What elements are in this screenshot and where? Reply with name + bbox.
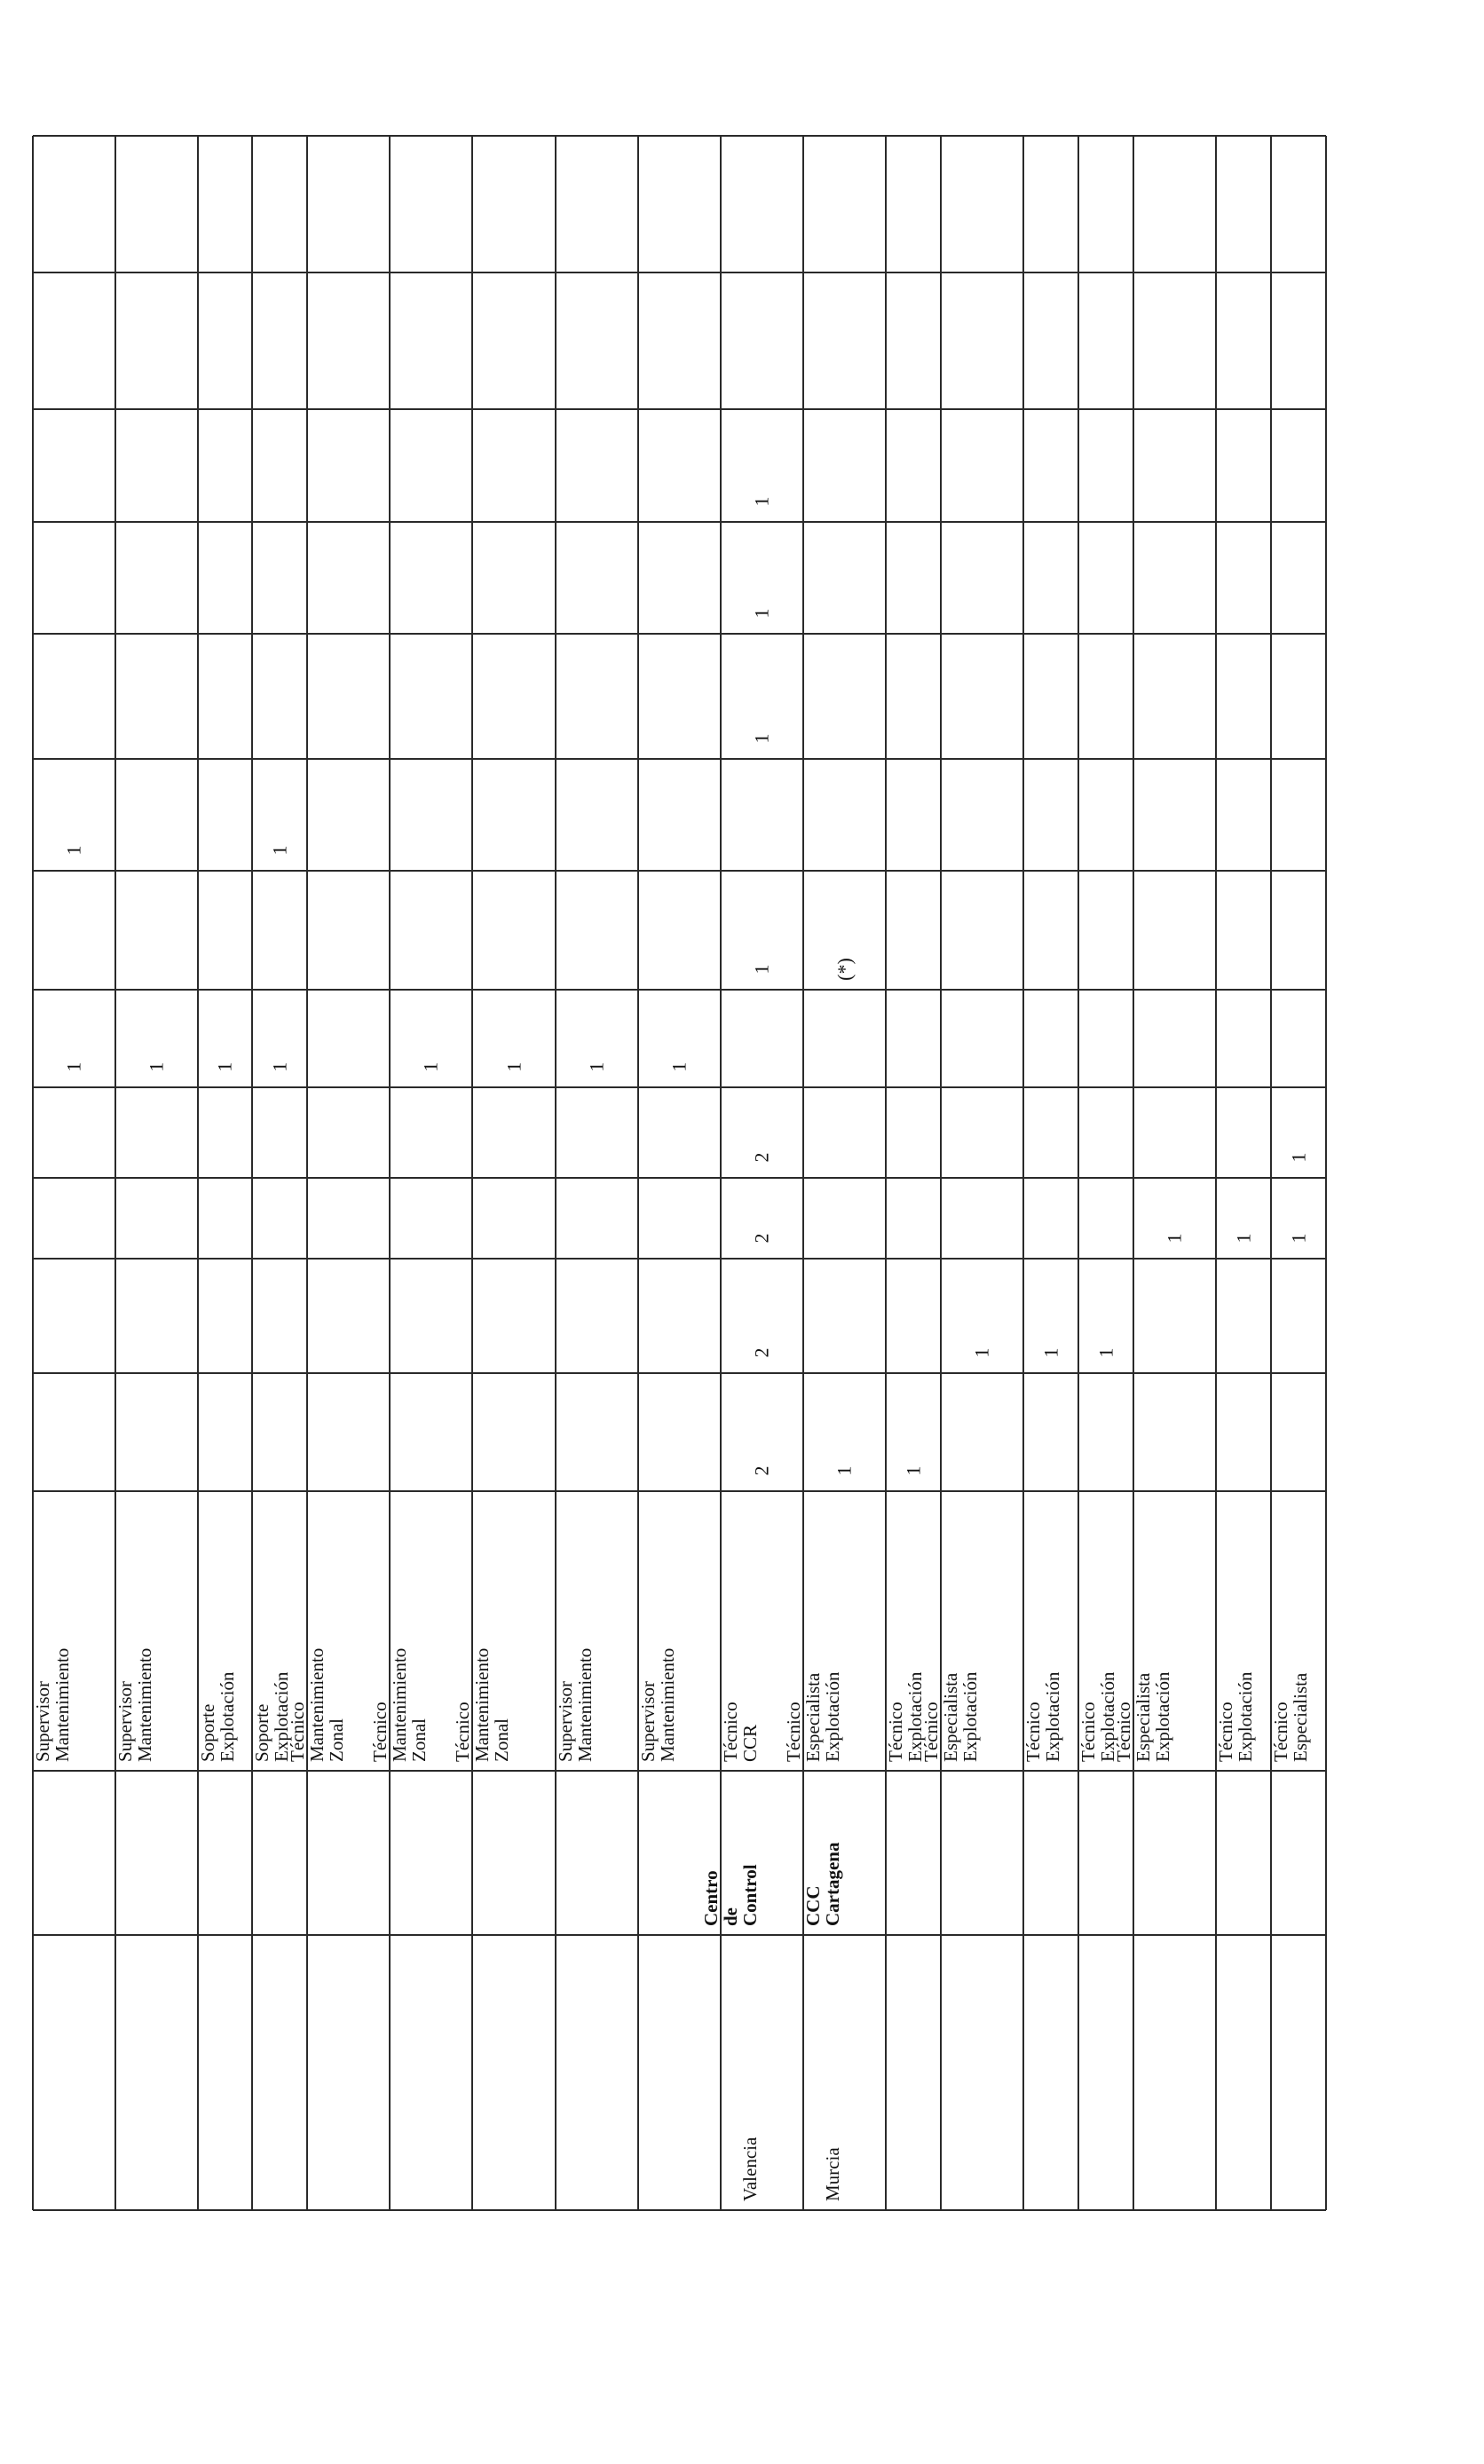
cell-text: Supervisor Mantenimiento: [555, 1647, 596, 1762]
cell-number: 2: [750, 1465, 773, 1476]
table-cell-value: [803, 1373, 886, 1491]
cell-number: 1: [145, 1062, 168, 1072]
table-cell-value: [1023, 1259, 1078, 1373]
table-cell-value: [198, 990, 252, 1087]
cell-number: 1: [1287, 1233, 1309, 1244]
table-cell-value: [721, 1178, 803, 1259]
table-row-divider: [471, 136, 473, 2210]
cell-number: 2: [750, 1152, 773, 1163]
table-cell-label: [721, 1935, 803, 2210]
table-cell-label: [1113, 1491, 1216, 1771]
table-cell-label: [920, 1491, 1023, 1771]
cell-number: 1: [1163, 1233, 1186, 1244]
cell-number: 1: [585, 1062, 608, 1072]
cell-number: 1: [419, 1062, 442, 1072]
cell-text: Supervisor Mantenimiento: [637, 1647, 678, 1762]
cell-text: Supervisor Mantenimiento: [32, 1647, 73, 1762]
cell-number: 1: [268, 1062, 290, 1072]
cell-text: Técnico Especialista Explotación: [920, 1671, 981, 1762]
table-cell-label: [1216, 1491, 1271, 1771]
table-column-divider: [33, 758, 1326, 760]
cell-text: CCC Cartagena: [802, 1842, 843, 1926]
table-cell-value: [556, 990, 638, 1087]
cell-number: 1: [902, 1465, 924, 1476]
cell-number: 1: [213, 1062, 236, 1072]
table-column-divider: [33, 521, 1326, 523]
table-row-divider: [32, 136, 34, 2210]
cell-number: 1: [1287, 1152, 1309, 1163]
table-cell-value: [803, 871, 886, 990]
cell-text: Supervisor Mantenimiento: [114, 1647, 155, 1762]
cell-text: Centro de Control: [700, 1864, 761, 1926]
table-cell-value: [390, 990, 472, 1087]
table-column-divider: [33, 633, 1326, 635]
table-cell-value: [1216, 1178, 1271, 1259]
cell-number: 1: [833, 1465, 856, 1476]
cell-number: 1: [1232, 1233, 1254, 1244]
table-row-divider: [389, 136, 391, 2210]
cell-text: Técnico Explotación: [885, 1671, 926, 1762]
cell-text: Técnico Mantenimiento Zonal: [287, 1647, 347, 1762]
table-cell-value: [721, 1259, 803, 1373]
table-cell-value: [115, 990, 198, 1087]
cell-text: Técnico Mantenimiento Zonal: [452, 1647, 512, 1762]
table-cell-label: [1023, 1491, 1078, 1771]
table-row-divider: [940, 136, 942, 2210]
cell-text: Técnico Especialista: [1270, 1672, 1311, 1762]
cell-number: 2: [750, 1347, 773, 1358]
table-row-divider: [197, 136, 199, 2210]
table-cell-label: [452, 1491, 556, 1771]
cell-number: 1: [62, 845, 85, 856]
table-row-divider: [637, 136, 639, 2210]
table-cell-label: [803, 1935, 886, 2210]
table-cell-value: [941, 1259, 1023, 1373]
table-cell-label: [556, 1491, 638, 1771]
table-cell-value: [721, 1087, 803, 1178]
table-cell-value: [33, 759, 115, 871]
table-cell-value: [33, 990, 115, 1087]
table-cell-value: [721, 1373, 803, 1491]
table-cell-label: [33, 1491, 115, 1771]
cell-number: 1: [502, 1062, 525, 1072]
table-cell-value: [721, 522, 803, 634]
table-cell-value: [721, 634, 803, 759]
table-row-divider: [1077, 136, 1079, 2210]
cell-number: 1: [750, 496, 773, 507]
table-row-divider: [251, 136, 253, 2210]
table-column-divider: [33, 2209, 1326, 2211]
cell-number: 1: [750, 733, 773, 744]
cell-text: Técnico Explotación: [1215, 1671, 1256, 1762]
table-cell-value: [252, 759, 307, 871]
cell-number: 1: [1039, 1347, 1062, 1358]
cell-text: Técnico Explotación: [1077, 1671, 1118, 1762]
table-cell-label: [700, 1771, 803, 1935]
table-cell-label: [638, 1491, 721, 1771]
table-column-divider: [33, 272, 1326, 273]
table-column-divider: [33, 1934, 1326, 1936]
table-row-divider: [114, 136, 116, 2210]
table-cell-label: [198, 1491, 252, 1771]
table-row-divider: [1133, 136, 1134, 2210]
table-column-divider: [33, 1177, 1326, 1179]
table-cell-label: [115, 1491, 198, 1771]
cell-text: Murcia: [822, 2147, 843, 2201]
table-row-divider: [1022, 136, 1024, 2210]
table-cell-label: [1271, 1491, 1326, 1771]
cell-text: Técnico Explotación: [1022, 1671, 1063, 1762]
cell-number: 1: [750, 964, 773, 975]
table-cell-value: [886, 1373, 941, 1491]
table-column-divider: [33, 870, 1326, 872]
table-cell-value: [1078, 1259, 1133, 1373]
table-column-divider: [33, 135, 1326, 137]
table-cell-value: [1271, 1087, 1326, 1178]
table-cell-value: [721, 871, 803, 990]
cell-text: Técnico Mantenimiento Zonal: [369, 1647, 430, 1762]
cell-number: 2: [750, 1233, 773, 1244]
table-cell-value: [472, 990, 556, 1087]
cell-number: 1: [268, 845, 290, 856]
table-column-divider: [33, 408, 1326, 410]
cell-text: Soporte Explotación: [251, 1671, 292, 1762]
cell-number: 1: [750, 608, 773, 619]
cell-number: (*): [833, 958, 856, 981]
cell-text: Técnico Especialista Explotación: [1113, 1671, 1173, 1762]
cell-text: Técnico CCR: [720, 1702, 761, 1762]
cell-number: 1: [62, 1062, 85, 1072]
cell-number: 1: [970, 1347, 993, 1358]
table-cell-label: [783, 1491, 886, 1771]
table-cell-value: [252, 990, 307, 1087]
cell-text: Valencia: [739, 2136, 761, 2201]
table-cell-value: [721, 409, 803, 522]
table-row-divider: [555, 136, 556, 2210]
table-cell-value: [1271, 1178, 1326, 1259]
cell-number: 1: [667, 1062, 691, 1072]
table-cell-label: [803, 1771, 886, 1935]
table-cell-value: [638, 990, 721, 1087]
cell-text: Técnico Especialista Explotación: [783, 1671, 843, 1762]
cell-number: 1: [1094, 1347, 1117, 1358]
table-cell-value: [1133, 1178, 1216, 1259]
cell-text: Soporte Explotación: [197, 1671, 238, 1762]
table-row-divider: [1215, 136, 1217, 2210]
table-row-divider: [306, 136, 308, 2210]
